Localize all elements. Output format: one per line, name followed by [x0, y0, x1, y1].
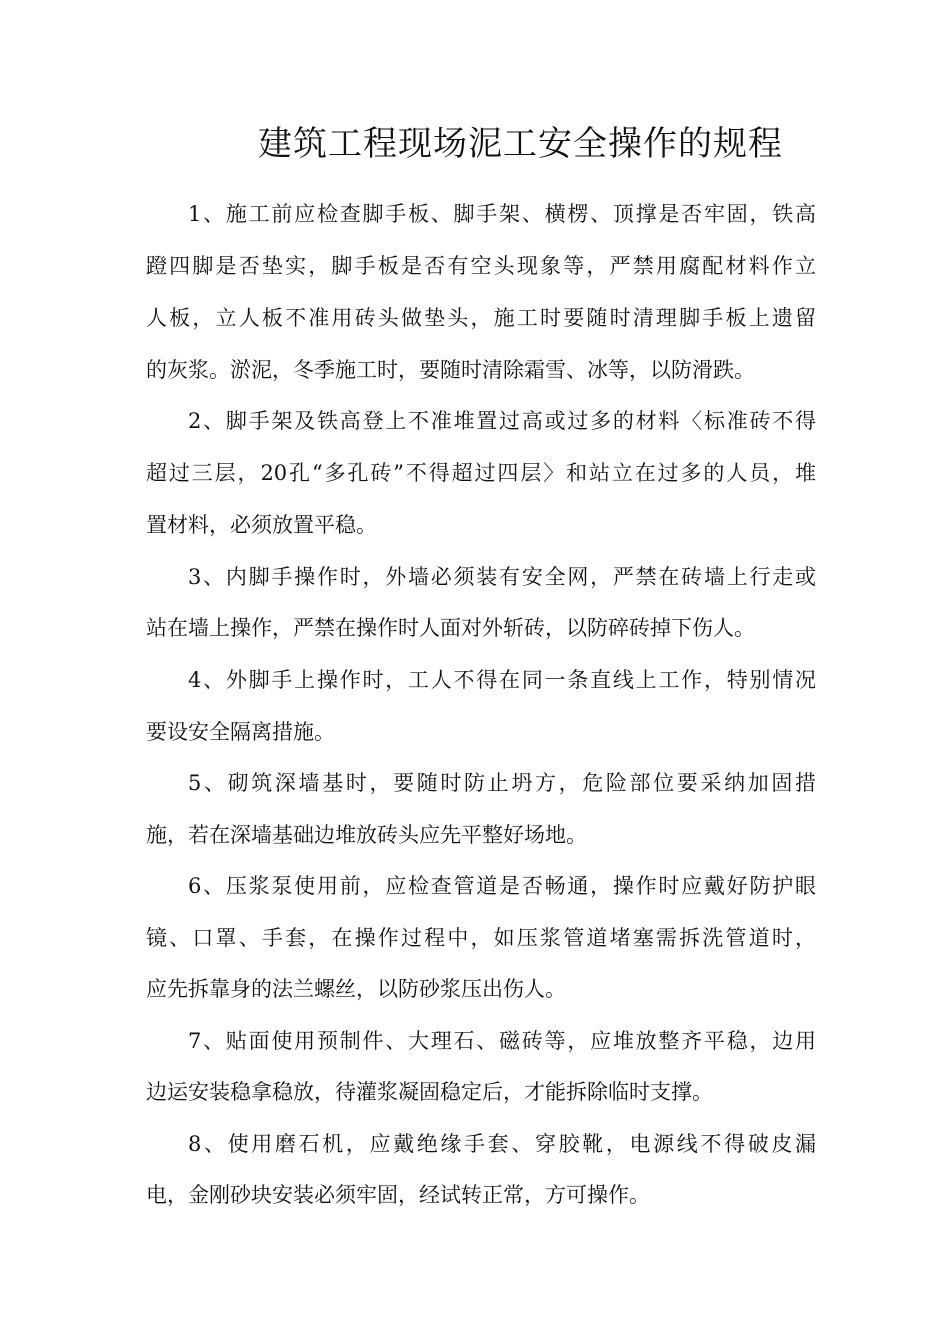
paragraph-1-line-1: 1、施工前应检查脚手板、脚手架、横楞、顶撑是否牢固，铁高	[188, 202, 816, 226]
paragraph-3-line-2: 站在墙上操作，严禁在操作时人面对外斩砖，以防碎砖掉下伤人。	[146, 616, 755, 640]
paragraph-4-line-1: 4、外脚手上操作时，工人不得在同一条直线上工作，特别情况	[188, 668, 816, 692]
paragraph-5-line-2: 施，若在深墙基础边堆放砖头应先平整好场地。	[146, 823, 587, 847]
paragraph-8-line-2: 电，金刚砂块安装必须牢固，经试转正常，方可操作。	[146, 1183, 650, 1207]
paragraph-2-line-3: 置材料，必须放置平稳。	[146, 513, 377, 537]
paragraph-1-line-3: 人板，立人板不准用砖头做垫头，施工时要随时清理脚手板上遗留	[146, 306, 816, 330]
paragraph-3-line-1: 3、内脚手操作时，外墙必须装有安全网，严禁在砖墙上行走或	[188, 565, 816, 589]
paragraph-7-line-2: 边运安装稳拿稳放，待灌浆凝固稳定后，才能拆除临时支撑。	[146, 1080, 713, 1104]
paragraph-1-line-2: 蹬四脚是否垫实，脚手板是否有空头现象等，严禁用腐配材料作立	[146, 254, 816, 278]
paragraph-6-line-1: 6、压浆泵使用前，应检查管道是否畅通，操作时应戴好防护眼	[188, 874, 816, 898]
paragraph-7-line-1: 7、贴面使用预制件、大理石、磁砖等，应堆放整齐平稳，边用	[188, 1029, 816, 1053]
paragraph-6-line-3: 应先拆靠身的法兰螺丝，以防砂浆压出伤人。	[146, 977, 566, 1001]
paragraph-2-line-2: 超过三层，20孔“多孔砖”不得超过四层〉和站立在过多的人员，堆	[146, 461, 816, 485]
paragraph-6-line-2: 镜、口罩、手套，在操作过程中，如压浆管道堵塞需拆洗管道时，	[146, 926, 816, 950]
paragraph-5-line-1: 5、砌筑深墙基时，要随时防止坍方，危险部位要采纳加固措	[188, 771, 816, 795]
paragraph-1-line-4: 的灰浆。淤泥，冬季施工时，要随时清除霜雪、冰等，以防滑跌。	[146, 358, 755, 382]
paragraph-4-line-2: 要设安全隔离措施。	[146, 720, 335, 744]
paragraph-8-line-1: 8、使用磨石机，应戴绝缘手套、穿胶靴，电源线不得破皮漏	[188, 1132, 816, 1156]
paragraph-2-line-1: 2、脚手架及铁高登上不准堆置过高或过多的材料〈标准砖不得	[188, 409, 816, 433]
document-title: 建筑工程现场泥工安全操作的规程	[258, 124, 783, 164]
